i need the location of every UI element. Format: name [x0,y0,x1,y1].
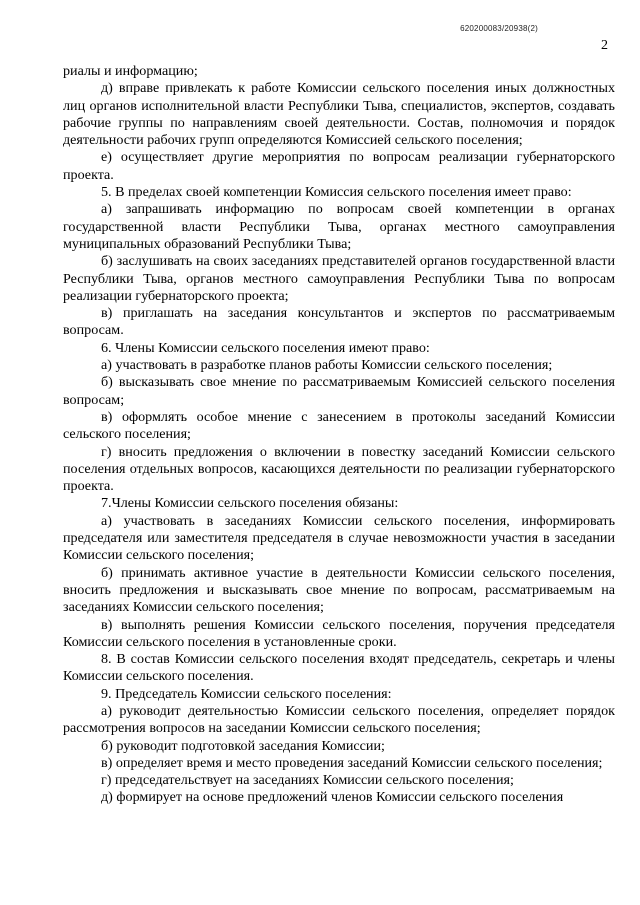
paragraph: б) руководит подготовкой заседания Комиссии; [101,737,385,754]
paragraph: 6. Члены Комиссии сельского поселения имеют право: [101,339,430,356]
document-body [63,63,615,807]
paragraph: в) приглашать на заседания консультантов и экспертов по рассматриваемым вопросам. [63,305,615,339]
paragraph: 7.Члены Комиссии сельского поселения обязаны: [101,495,399,512]
paragraph: а) руководит деятельностью Комиссии сельского поселения, определяет порядок рассмотрения вопросов на заседании Комиссии сельского поселения; [63,702,615,737]
paragraph: в) оформлять особое мнение с занесением в протоколы заседаний Комиссии сельского поселения; [63,408,615,443]
paragraph: 9. Председатель Комиссии сельского поселения: [101,685,392,702]
document-number: 620200083/20938(2) [460,24,538,33]
paragraph: 5. В пределах своей компетенции Комиссия сельского поселения имеет право: [101,184,572,201]
page-number: 2 [601,38,608,53]
paragraph: 8. В состав Комиссии сельского поселения входят председатель, секретарь и члены Комиссии сельского поселения. [63,651,615,685]
paragraph: б) принимать активное участие в деятельности Комиссии сельского поселения, вносить предложения и высказывать свое мнение по вопросам, рассматриваемым на заседаниях Комиссии сельского поселения; [63,564,615,616]
paragraph: а) запрашивать информацию по вопросам своей компетенции в органах государственной власти Республики Тыва, органах местного самоуправления муниципальных образований Республики Тыва; [63,201,615,252]
paragraph: д) формирует на основе предложений членов Комиссии сельского поселения [101,789,564,806]
paragraph: б) высказывать свое мнение по рассматриваемым Комиссией сельского поселения вопросам; [63,374,615,408]
paragraph: риалы и информацию; [63,63,198,79]
paragraph: б) заслушивать на своих заседаниях представителей органов государственной власти Республики Тыва, органов местного самоуправления Республики Тыва по вопросам реализации губернаторского проекта; [63,253,615,304]
paragraph: в) определяет время и место проведения заседаний Комиссии сельского поселения; [101,754,603,771]
paragraph: в) выполнять решения Комиссии сельского поселения, поручения председателя Комиссии сельского поселения в установленные сроки. [63,616,615,650]
paragraph: г) вносить предложения о включении в повестку заседаний Комиссии сельского поселения отдельных вопросов, касающихся деятельности по реализации губернаторского проекта. [63,443,615,495]
paragraph: а) участвовать в заседаниях Комиссии сельского поселения, информировать председателя или заместителя председателя в случае невозможности участия в заседании Комиссии сельского поселения; [63,512,615,564]
paragraph: е) осуществляет другие мероприятия по вопросам реализации губернаторского проекта. [63,149,615,183]
paragraph: д) вправе привлекать к работе Комиссии сельского поселения иных должностных лиц органов исполнительной власти Республики Тыва, специалистов, экспертов, создавать рабочие группы по направлениям своей деятельности. Состав, полномочия и порядок деятельности рабочих групп определяются Комиссией сельского поселения; [63,80,615,149]
paragraph: а) участвовать в разработке планов работы Комиссии сельского поселения; [101,357,553,374]
paragraph: г) председательствует на заседаниях Комиссии сельского поселения; [101,772,514,789]
